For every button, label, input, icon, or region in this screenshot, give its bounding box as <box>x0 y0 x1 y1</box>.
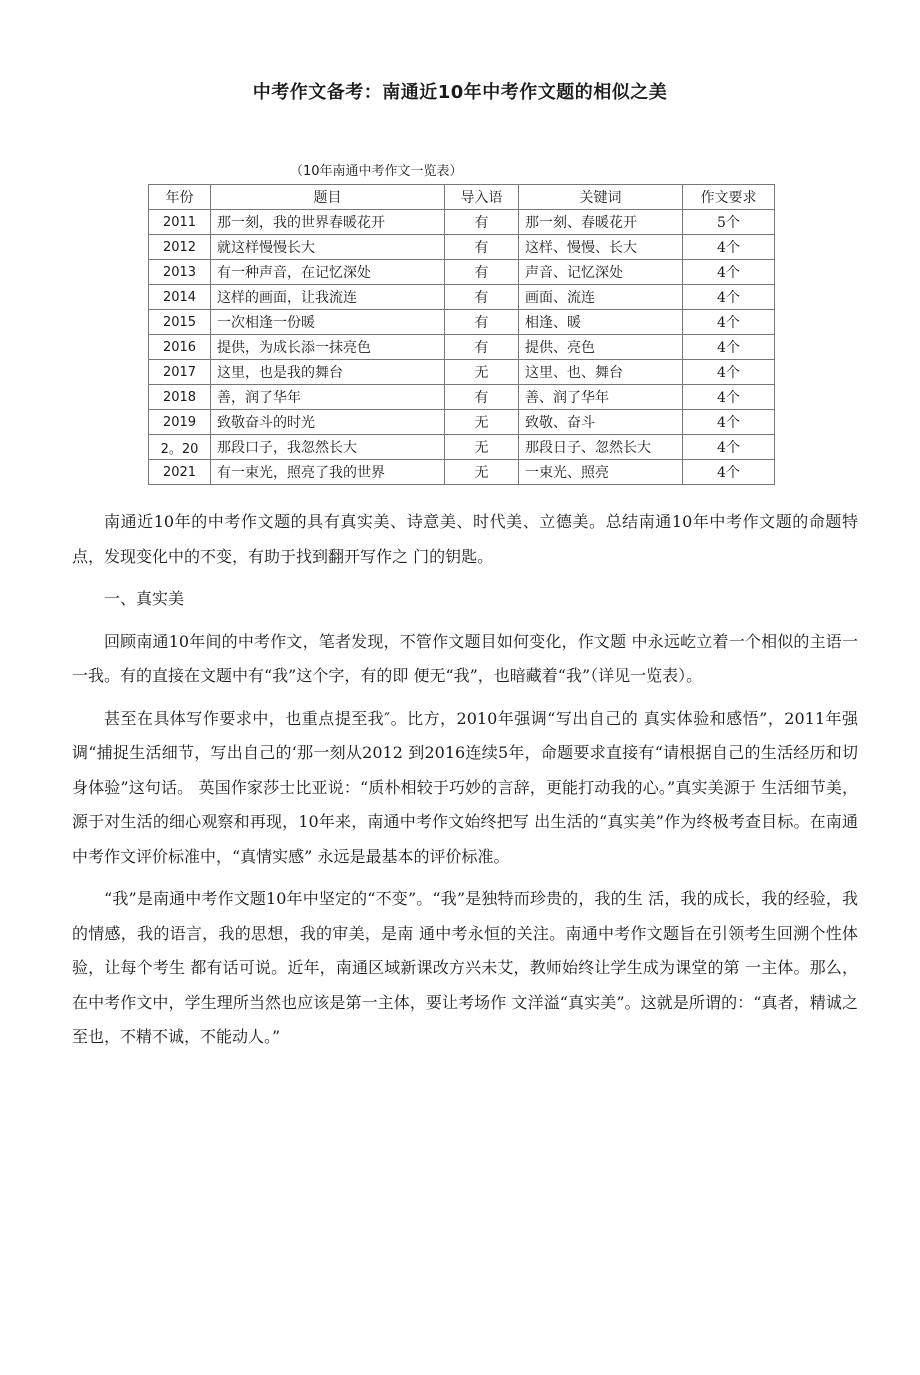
cell-title: 有一种声音，在记忆深处 <box>211 260 445 285</box>
cell-requirements: 4个 <box>683 460 775 485</box>
cell-year: 2011 <box>149 210 211 235</box>
article-body <box>72 505 858 1055</box>
cell-intro: 无 <box>445 360 519 385</box>
table-row <box>149 235 775 260</box>
cell-title: 就这样慢慢长大 <box>211 235 445 260</box>
header-requirements: 作文要求 <box>683 185 775 210</box>
header-intro: 导入语 <box>445 185 519 210</box>
section-heading-real-beauty: 一、真实美 <box>104 589 185 608</box>
paragraph-intro: 南通近10年的中考作文题的具有真实美、诗意美、时代美、立德美。总结南通10年中考作文题的命题特点，发现变化中的不变，有助于找到翻开写作之 门的钥匙。 <box>72 512 858 566</box>
cell-requirements: 4个 <box>683 235 775 260</box>
cell-keywords: 致敬、奋斗 <box>519 410 683 435</box>
paragraph-requirements: 甚至在具体写作要求中，也重点提至我″。比方，2010年强调“写出自己的 真实体验和感悟”，2011年强调“捕捉生活细节，写出自己的‘那一刻从2012 到2016连续5年，命题要求直接有“请根据自己的生活经历和切身体验”这句话。 英国作家莎士比亚说：“质朴相较于巧妙的言辞，更能打动我的心。”真实美源于 生活细节美，源于对生活的细心观察和再现，10年来，南通中考作文始终把写 出生活的“真实美”作为终极考查目标。在南通中考作文评价标准中，“真情实感” 永远是最基本的评价标准。 <box>72 708 858 866</box>
cell-keywords: 那一刻、春暖花开 <box>519 210 683 235</box>
cell-intro: 有 <box>445 285 519 310</box>
table-row <box>149 260 775 285</box>
cell-intro: 有 <box>445 335 519 360</box>
cell-intro: 有 <box>445 310 519 335</box>
cell-year: 2013 <box>149 260 211 285</box>
cell-keywords: 这里、也、舞台 <box>519 360 683 385</box>
cell-title: 致敬奋斗的时光 <box>211 410 445 435</box>
cell-requirements: 4个 <box>683 410 775 435</box>
table-row <box>149 310 775 335</box>
cell-intro: 有 <box>445 210 519 235</box>
cell-intro: 无 <box>445 460 519 485</box>
header-year: 年份 <box>149 185 211 210</box>
cell-requirements: 4个 <box>683 260 775 285</box>
table-row <box>149 460 775 485</box>
cell-title: 有一束光，照亮了我的世界 <box>211 460 445 485</box>
cell-requirements: 4个 <box>683 435 775 460</box>
cell-requirements: 5个 <box>683 210 775 235</box>
header-keywords: 关键词 <box>519 185 683 210</box>
table-row <box>149 410 775 435</box>
cell-year: 2018 <box>149 385 211 410</box>
cell-keywords: 提供、亮色 <box>519 335 683 360</box>
cell-intro: 无 <box>445 410 519 435</box>
cell-keywords: 那段日子、忽然长大 <box>519 435 683 460</box>
cell-requirements: 4个 <box>683 285 775 310</box>
document-title: 中考作文备考：南通近10年中考作文题的相似之美 <box>252 82 668 103</box>
table-row <box>149 285 775 310</box>
cell-keywords: 善、润了华年 <box>519 385 683 410</box>
cell-keywords: 一束光、照亮 <box>519 460 683 485</box>
cell-intro: 有 <box>445 235 519 260</box>
cell-year: 2017 <box>149 360 211 385</box>
paragraph-constant-self: “我”是南通中考作文题10年中坚定的“不变”。“我”是独特而珍贵的，我的生 活，我的成长，我的经验，我的情感，我的语言，我的思想，我的审美，是南 通中考永恒的关注。南通中考作文题旨在引领考生回溯个性体验，让每个考生 都有话可说。近年，南通区域新课改方兴未艾，教师始终让学生成为课堂的第 一主体。那么，在中考作文中，学生理所当然也应该是第一主体，要让考场作 文洋溢“真实美”。这就是所谓的：“真者，精诚之至也，不精不诚，不能动人。” <box>72 889 858 1046</box>
table-row <box>149 360 775 385</box>
composition-overview-table <box>148 184 775 485</box>
cell-keywords: 这样、慢慢、长大 <box>519 235 683 260</box>
cell-requirements: 4个 <box>683 360 775 385</box>
cell-year: 2014 <box>149 285 211 310</box>
cell-keywords: 声音、记忆深处 <box>519 260 683 285</box>
table-header-row <box>149 185 775 210</box>
cell-year: 2016 <box>149 335 211 360</box>
cell-year: 2。20 <box>149 435 211 460</box>
cell-keywords: 画面、流连 <box>519 285 683 310</box>
table-caption: （10年南通中考作文一览表） <box>290 164 463 179</box>
cell-requirements: 4个 <box>683 310 775 335</box>
header-title: 题目 <box>211 185 445 210</box>
cell-year: 2012 <box>149 235 211 260</box>
cell-intro: 有 <box>445 385 519 410</box>
cell-title: 提供，为成长添一抹亮色 <box>211 335 445 360</box>
table-row <box>149 210 775 235</box>
cell-title: 一次相逢一份暖 <box>211 310 445 335</box>
cell-year: 2019 <box>149 410 211 435</box>
table-row <box>149 435 775 460</box>
cell-title: 善，润了华年 <box>211 385 445 410</box>
cell-year: 2021 <box>149 460 211 485</box>
cell-requirements: 4个 <box>683 335 775 360</box>
cell-intro: 有 <box>445 260 519 285</box>
cell-title: 这里，也是我的舞台 <box>211 360 445 385</box>
cell-title: 这样的画面，让我流连 <box>211 285 445 310</box>
paragraph-review: 回顾南通10年间的中考作文，笔者发现，不管作文题目如何变化，作文题 中永远屹立着一个相似的主语一一我。有的直接在文题中有“我”这个字，有的即 便无“我”，也暗藏着“我”（详见一览表）。 <box>72 631 858 685</box>
cell-title: 那段口子，我忽然长大 <box>211 435 445 460</box>
cell-intro: 无 <box>445 435 519 460</box>
table-row <box>149 385 775 410</box>
cell-title: 那一刻，我的世界春暖花开 <box>211 210 445 235</box>
cell-year: 2015 <box>149 310 211 335</box>
cell-keywords: 相逢、暖 <box>519 310 683 335</box>
cell-requirements: 4个 <box>683 385 775 410</box>
table-row <box>149 335 775 360</box>
